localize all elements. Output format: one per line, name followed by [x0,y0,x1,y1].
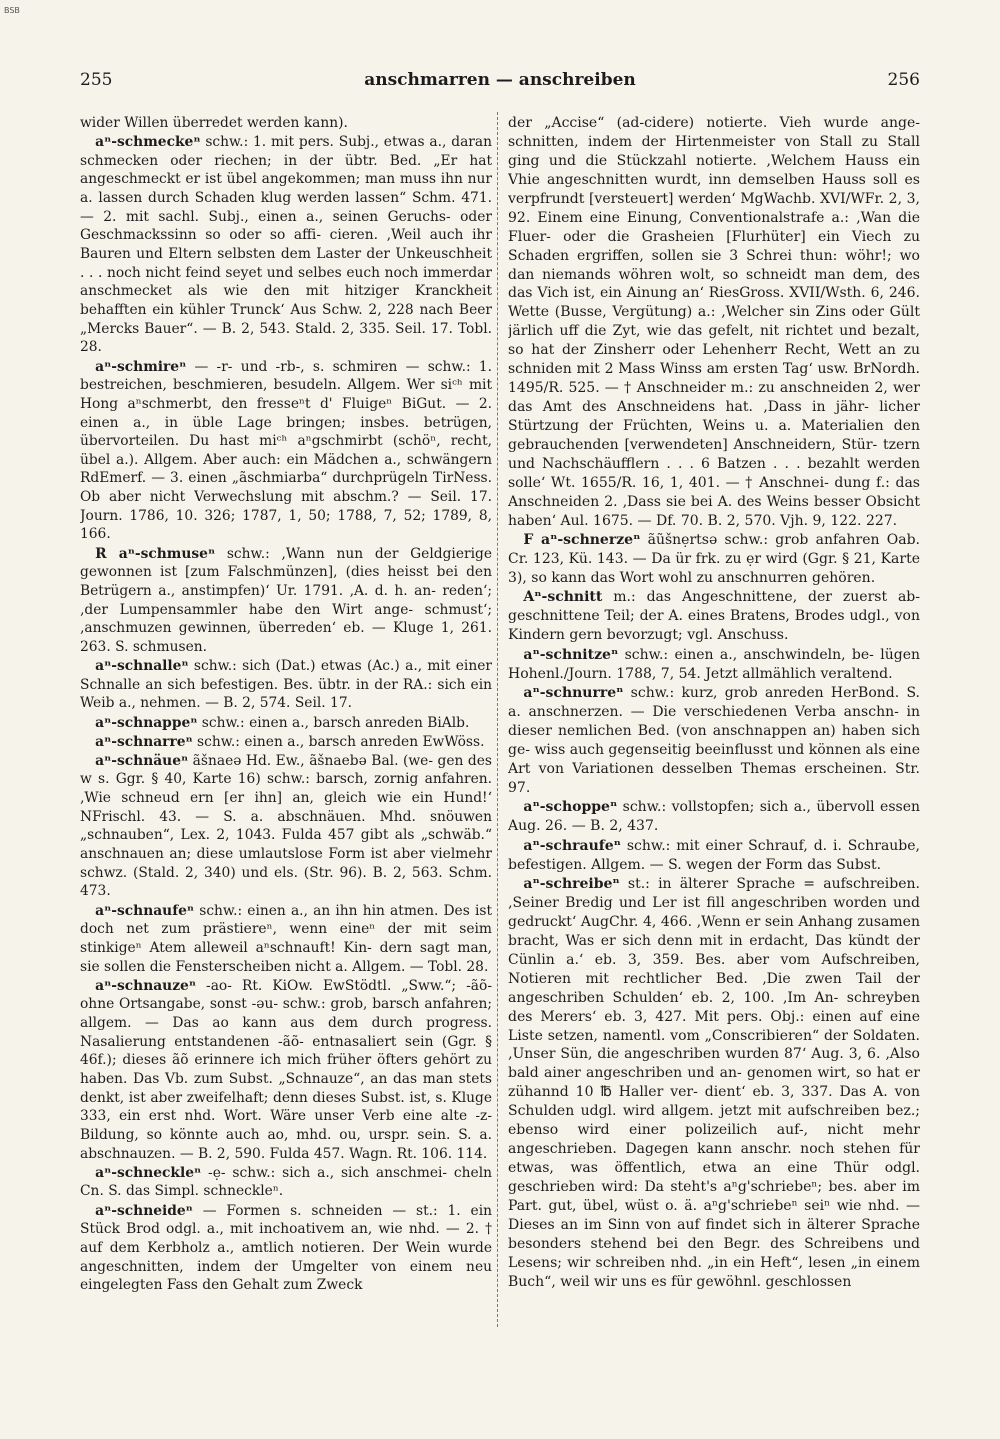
entry-text: schw.: 1. mit pers. Subj., etwas a., daran schmecken oder riechen; in der übtr. Bed. „Er hat angeschmeckt er ist übel angekommen; man muss ihn nur a. lassen durch Schaden klug werden lassen“ Schm. 471. — 2. mit sachl. Subj., einen a., seinen Geruchs- oder Geschmackssinn so oder so affi- cieren. ‚Weil auch ihr Bauren und Eltern selbsten dem Laster der Unkeuschheit . . . noch nicht feind seyet und selbes euch noch immerdar anschmecket als wie den mit hitziger Kranckheit behafften ein kühler Trunck‘ Aus Schw. 2, 228 nach Beer „Mercks Bauer“. — B. 2, 543. Stald. 2, 335. Seil. 17. Tobl. 28. [80,134,492,356]
entry-text: st.: in älterer Sprache = aufschreiben. ‚Seiner Bredig und Ler ist fill angeschriben worden und gedruckt‘ AugChr. 4, 466. ‚Wenn er sein Anhang zusamen bracht, Was er sich denn mit in erdacht, Das kündt der Cünlin a.‘ eb. 3, 359. Bes. aber vom Aufschreiben, Notieren mit rechtlicher Bed. ‚Die zwen Tail der angeschriben Schulden‘ eb. 2, 100. ‚Im An- schreyben des Merers‘ eb. 3, 427. Mit pers. Obj.: einen auf eine Liste setzen, namentl. vom „Conscribieren“ der Soldaten. ‚Unser Sün, die angeschriben wurden 87‘ Aug. 3, 6. ‚Also bald ainer angeschriben und an- genomen wirt, so hat er zühannd 10 ℔ Haller ver- dient‘ eb. 3, 337. Das A. von Schulden udgl. wird allgem. jetzt mit aufschreiben bez.; ebenso wird einer polizeilich auf-, nicht mehr angeschrieben. Dagegen kann anschr. noch stehen für etwas, was öffentlich, etwa an eine Thür odgl. geschrieben wird: Da steht's aⁿg'schriebeⁿ; bes. aber im Part. gut, übel, wüst o. ä. aⁿg'schriebeⁿ seiⁿ wie nhd. — Dieses an im Sinn von auf findet sich in älterer Sprache besonders stehend bei den Begr. des Schreibens und Lesens; wir schreiben nhd. „in ein Heft“, lesen „in einem Buch“, weil wir uns es für gewöhnl. geschlossen [508,876,920,1290]
entry-text: schw.: mit einer Schrauf, d. i. Schraube, befestigen. Allgem. — S. wegen der Form das Subst. [508,837,920,873]
headword: aⁿ-schneideⁿ [95,1202,193,1219]
headword: aⁿ-schoppeⁿ [523,799,618,816]
entry-text: schw.: einen a., an ihn hin atmen. Des ist doch net zum prästiereⁿ, wenn eineⁿ der mit seim stinkigeⁿ Atem alleweil aⁿschnauft! Kin- dern sagt man, sie sollen die Fensterscheiben nicht a. Allgem. — Tobl. 28. [80,902,492,975]
dictionary-entry [508,837,920,875]
dictionary-entry [508,684,920,798]
dictionary-entry [80,1164,492,1201]
entry-text: m.: das Angeschnittene, der zuerst ab- geschnittene Teil; der A. eines Bratens, Brodes udgl., von Kindern gern bevorzugt; vgl. Anschuss. [508,589,920,644]
headword: aⁿ-schnarreⁿ [95,733,193,750]
dictionary-entry [508,798,920,836]
entry-text: wider Willen überredet werden kann). [80,115,348,131]
entry-text: schw.: ‚Wann nun der Geldgierige gewonnen ist [zum Falschmünzen], (dies heisst bei den Betrügern a., anstimpfen)‘ Ur. 1791. ‚A. d. h. an- reden‘; ‚der Lumpensammler habe den Wirt ange- schmust‘; ‚anschmuzen gewinnen, überreden‘ eb. — Kluge 1, 261. 263. S. schmusen. [80,545,492,655]
headword: aⁿ-schnaufeⁿ [95,902,195,919]
entry-text: -ao- Rt. KiOw. EwStödtl. „Sww.“; -ãõ- ohne Ortsangabe, sonst -əu- schw.: grob, barsch anfahren; allgem. — Das ao kann aus dem durch progress. Nasalierung entstandenen -ãõ- entnasaliert sein (Ggr. § 46f.); dieses ãõ erinnere ich mich früher öfters gehört zu haben. Das Vb. zum Subst. „Schnauze“, an das man stets denkt, ist aber zweifelhaft; denn dieses Subst. ist, s. Kluge 333, ein erst nhd. Wort. Wäre unser Verb eine alte -z-Bildung, so könnte auch ao, mhd. ou, urspr. sein. S. a. abschnauzen. — B. 2, 590. Fulda 457. Wagn. Rt. 106. 114. [80,977,492,1162]
entry-text: ãũšnẹrtsə schw.: grob anfahren Oab. Cr. 123, Kü. 143. — Da ür frk. zu ẹr wird (Ggr. § 21, Karte 3), so kann das Wort wohl zu anschnurren gehören. [508,532,920,586]
dictionary-entry [508,646,920,684]
right-column [508,114,920,1326]
dictionary-entry [80,714,492,733]
entry-text: -ẹ- schw.: sich a., sich anschmei- cheln Cn. S. das Simpl. schneckleⁿ. [80,1164,492,1200]
dictionary-entry [508,114,920,531]
headword: aⁿ-schneckleⁿ [95,1164,202,1181]
page-number-right: 256 [887,70,920,90]
left-column [80,114,492,1326]
entry-text: schw.: einen a., barsch anreden EwWöss. [197,733,485,750]
entry-text: schw.: einen a., barsch anreden BiAlb. [201,714,470,731]
headword: aⁿ-schnurreⁿ [523,685,624,702]
dictionary-entry [80,752,492,901]
headword: aⁿ-schnitzeⁿ [523,646,619,663]
headword: aⁿ-schmeckeⁿ [95,134,201,151]
dictionary-entry [80,545,492,657]
headword: aⁿ-schreibeⁿ [523,876,620,892]
entry-text: schw.: sich (Dat.) etwas (Ac.) a., mit einer Schnalle an sich befestigen. Bes. übtr. in der RA.: sich ein Weib a., nehmen. — B. 2, 574. Seil. 17. [80,658,492,712]
headword: aⁿ-schnappeⁿ [95,714,198,731]
dictionary-entry [80,133,492,357]
dictionary-entry [508,531,920,588]
entry-text: schw.: kurz, grob anreden HerBond. S. a. anschnerzen. — Die verschiedenen Verba anschn- in dieser nemlichen Bed. (von anschnappen an) haben sich ge- wiss auch gegenseitig beeinflusst und können als eine Art von Variationen desselben Themas erscheinen. Str. 97. [508,685,920,796]
dictionary-entry [80,902,492,977]
dictionary-entry [80,358,492,545]
entry-text: — -r- und -rb-, s. schmiren — schw.: 1. bestreichen, beschmieren, besudeln. Allgem. Wer siᶜʰ mit Hong aⁿschmerbt, den fresseⁿt d' Fluigeⁿ BiGut. — 2. einen a., in üble Lage bringen; insbes. betrügen, übervorteilen. Du hast miᶜʰ aⁿgschmirbt (schöⁿ, recht, übel a.). Allgem. Aber auch: ein Mädchen a., schwängern RdEmerf. — 3. einen „ãschmiarba“ durchprügeln TirNess. Ob aber nicht Verwechslung mit abschm.? — Seil. 17. Journ. 1786, 10. 326; 1787, 1, 50; 1788, 7, 52; 1789, 8, 166. [80,358,492,543]
headword: aⁿ-schnäueⁿ [95,752,189,769]
headword: F aⁿ-schnerzeⁿ [523,532,641,549]
dictionary-entry [508,588,920,645]
headword: aⁿ-schnauzeⁿ [95,977,196,994]
library-stamp: BSB [4,6,20,15]
running-title: anschmarren — anschreiben [364,70,636,90]
entry-text: der „Accise“ (ad-cidere) notierte. Vieh wurde ange- schnitten, indem der Hirtenmeister von Stall zu Stall ging und die Stückzahl notierte. ‚Welchem Hauss ein Vhie angeschnitten wurdt, inn demselben Hauss soll es verpfrundt [versteuert] werden‘ MgWachb. XVI/WFr. 2, 3, 92. Einem eine Einung, Conventionalstrafe a.: ‚Wan die Fluer- oder die Grasheien [Flurhüter] ein Viech zu Schaden ergriffen, sollen sie 3 Schrei thun: wöhr!; wo dan niemands wöhren wolt, so schneidt man dem, des das Vich ist, ein Ainung an‘ RiesGross. XVII/Wsth. 6, 246. Wette (Busse, Vergütung) a.: ‚Welcher sin Zins oder Gült järlich uff die Zyt, wie das gefelt, nit richtet und bezalt, so hat der Zinsherr oder Lehenherr Recht, Wett an zu schniden mit 2 Mass Winss am ersten Tag‘ usw. BrNordh. 1495/R. 525. — † Anschneider m.: zu anschneiden 2, wer das Amt des Anschneidens hat. ‚Dass in jähr- licher Stürtzung der Früchten, Weins u. a. Materialien den gebrauchenden [verwendeten] Anschneidern, Stür- tzern und Nachschäufflern . . . 6 Batzen . . . bezahlt werden solle‘ Wt. 1655/R. 16, 1, 401. — † Anschnei- dung f.: das Anschneiden 2. ‚Dass sie bei A. des Weins besser Obsicht haben‘ Aul. 1675. — Df. 70. B. 2, 570. Vjh. 9, 122. 227. [508,115,920,529]
entry-text: schw.: einen a., anschwindeln, be- lügen Hohenl./Journ. 1788, 7, 54. Jetzt allmählich veraltend. [508,646,920,682]
headword: aⁿ-schmireⁿ [95,358,187,375]
entry-text: — Formen s. schneiden — st.: 1. ein Stück Brod odgl. a., mit inchoativem an, wie nhd. — 2. † auf dem Kerbholz a., amtlich notieren. Der Wein wurde angeschnitten, indem der Umgelter von einem neu eingelegten Fass den Gehalt zum Zweck [80,1202,492,1294]
running-header [80,70,920,94]
dictionary-entry [80,1202,492,1295]
headword: Aⁿ-schnitt [523,589,603,606]
dictionary-entry [80,733,492,752]
entry-text: schw.: vollstopfen; sich a., übervoll essen Aug. 26. — B. 2, 437. [508,799,920,835]
column-divider [497,112,498,1327]
entry-text: ãšnaeə Hd. Ew., ãšnaebə Bal. (we- gen des w s. Ggr. § 40, Karte 16) schw.: barsch, zornig anfahren. ‚Wie schneud ern [er ihn] an, gleich wie ein Hund!‘ NFrischl. 43. — S. a. abschnäuen. Mhd. snöuwen „schnauben“, Lex. 2, 1043. Fulda 457 gibt als „schwäb.“ anschnauen an; diese umlautslose Form ist aber vielmehr schwz. (Stald. 2, 340) und els. (Str. 96). B. 2, 563. Schm. 473. [80,752,492,900]
dictionary-entry [80,114,492,133]
headword: R aⁿ-schmuseⁿ [95,545,216,562]
page-number-left: 255 [80,70,113,90]
dictionary-entry [80,657,492,713]
dictionary-entry [80,977,492,1164]
headword: aⁿ-schraufeⁿ [523,837,621,854]
headword: aⁿ-schnalleⁿ [95,658,189,675]
dictionary-entry [508,875,920,1292]
